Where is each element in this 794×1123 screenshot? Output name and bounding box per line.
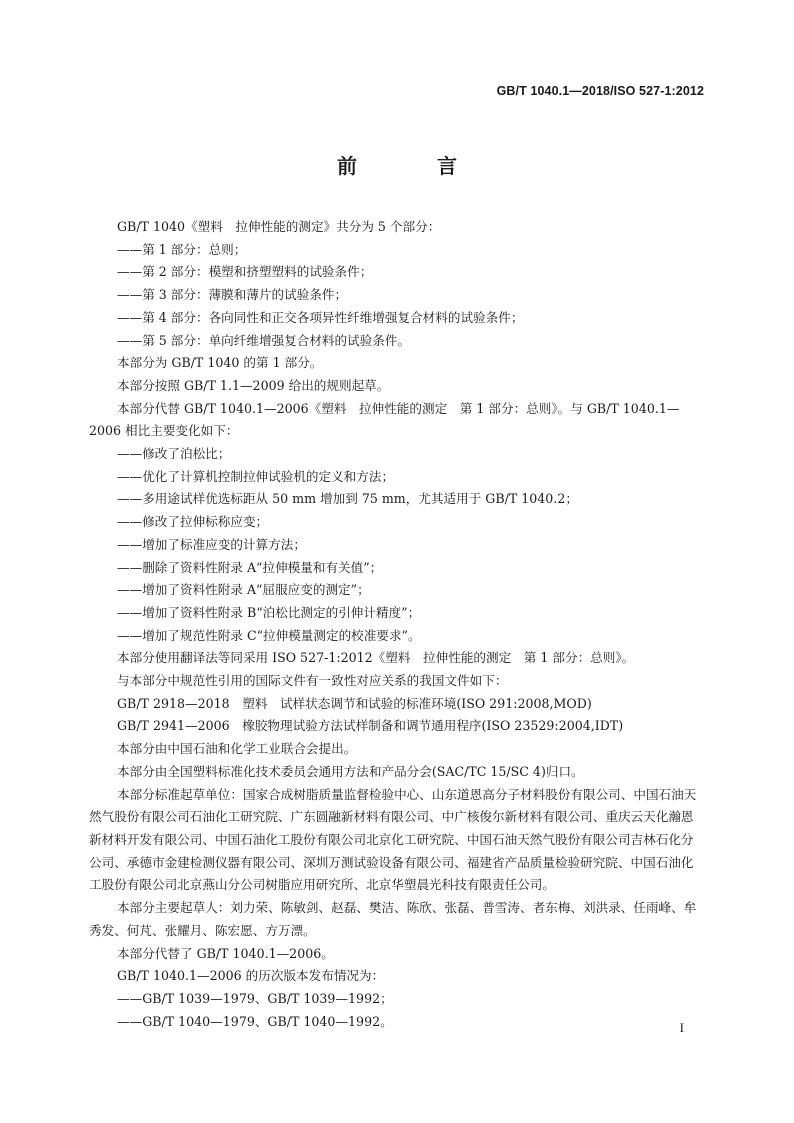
reference-item: GB/T 2918—2018 塑料 试样状态调节和试验的标准环境(ISO 291:2008,MOD) [117, 695, 592, 711]
list-item: ——第 4 部分：各向同性和正交各项异性纤维增强复合材料的试验条件； [117, 309, 524, 325]
list-item: ——增加了标准应变的计算方法； [117, 536, 306, 552]
list-item: ——增加了资料性附录 A“屈服应变的测定”； [117, 582, 370, 598]
list-item: ——第 1 部分：总则； [117, 241, 247, 257]
paragraph: 本部分使用翻译法等同采用 ISO 527-1:2012《塑料 拉伸性能的测定 第 1 部分：总则》。 [117, 650, 635, 666]
list-item: ——第 3 部分：薄膜和薄片的试验条件； [117, 287, 348, 303]
paragraph: 本部分由全国塑料标准化技术委员会通用方法和产品分会(SAC/TC 15/SC 4)归口。 [117, 763, 584, 779]
paragraph: GB/T 1040.1—2006 的历次版本发布情况为： [117, 968, 385, 984]
list-item: ——修改了拉伸标称应变； [117, 514, 269, 530]
list-item: ——增加了规范性附录 C“拉伸模量测定的校准要求”。 [117, 627, 421, 643]
paragraph: 本部分代替 GB/T 1040.1—2006《塑料 拉伸性能的测定 第 1 部分：总则》。与 GB/T 1040.1—2006 相比主要变化如下： [89, 400, 680, 439]
list-item: ——第 2 部分：模塑和挤塑塑料的试验条件； [117, 264, 373, 280]
reference-item: GB/T 2941—2006 橡胶物理试验方法试样制备和调节通用程序(ISO 23529:2004,IDT) [117, 718, 624, 734]
list-item: ——第 5 部分：单向纤维增强复合材料的试验条件。 [117, 332, 411, 348]
list-item: ——删除了资料性附录 A“拉伸模量和有关值”； [117, 559, 383, 575]
paragraph: 本部分主要起草人：刘力荣、陈敏剑、赵磊、樊洁、陈欣、张磊、普雪涛、者东梅、刘洪录、任雨峰、牟秀发、何芃、张耀月、陈宏愿、方万漂。 [89, 900, 697, 938]
paragraph: 本部分按照 GB/T 1.1—2009 给出的规则起草。 [117, 377, 390, 393]
list-item: ——多用途试样优选标距从 50 mm 增加到 75 mm，尤其适用于 GB/T 1040.2； [117, 491, 578, 507]
list-item: ——修改了泊松比； [117, 446, 231, 462]
list-item: ——优化了计算机控制拉伸试验机的定义和方法； [117, 468, 395, 484]
list-item: ——GB/T 1040—1979、GB/T 1040—1992。 [117, 1013, 393, 1029]
paragraph: 本部分标准起草单位：国家合成树脂质量监督检验中心、山东道恩高分子材料股份有限公司、中国石油天然气股份有限公司石油化工研究院、广东圆融新材料有限公司、中广核俊尔新材料有限公司、重庆云天化瀚恩新材料开发有限公司、中国石油化工股份有限公司北京化工研究院、中国石油天然气股份有限公司吉林石化分公司、承德市金建检测仪器有限公司、深圳万测试验设备有限公司、福建省产品质量检验研究院、中国石油化工股份有限公司北京燕山分公司树脂应用研究所、北京华塑晨光科技有限责任公司。 [89, 786, 697, 893]
paragraph: 本部分由中国石油和化学工业联合会提出。 [117, 741, 357, 757]
page-number: I [679, 1020, 684, 1035]
foreword-body [89, 216, 706, 1033]
standard-code: GB/T 1040.1—2018/ISO 527-1:2012 [496, 84, 704, 98]
list-item: ——GB/T 1039—1979、GB/T 1039—1992； [117, 990, 393, 1006]
paragraph: 与本部分中规范性引用的国际文件有一致性对应关系的我国文件如下： [117, 673, 508, 689]
list-item: ——增加了资料性附录 B“泊松比测定的引伸计精度”； [117, 604, 421, 620]
paragraph: GB/T 1040《塑料 拉伸性能的测定》共分为 5 个部分： [117, 219, 441, 234]
paragraph: 本部分为 GB/T 1040 的第 1 部分。 [117, 355, 323, 371]
paragraph: 本部分代替了 GB/T 1040.1—2006。 [117, 945, 334, 961]
page-title: 前 言 [337, 154, 487, 178]
